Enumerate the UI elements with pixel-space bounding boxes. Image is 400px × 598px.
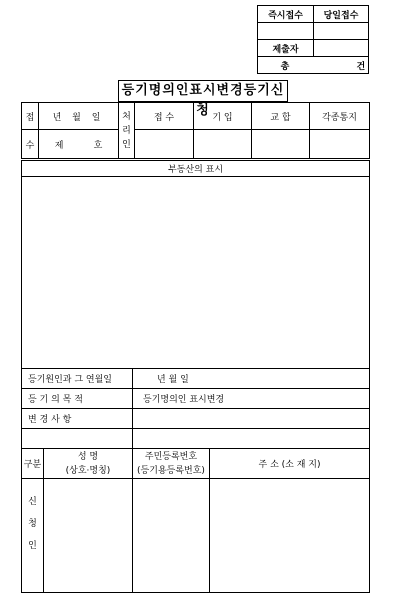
applicant-col-category: 구분	[22, 449, 44, 479]
applicant-id-cell[interactable]	[133, 479, 210, 593]
immediate-receipt-cell[interactable]	[258, 23, 314, 40]
reception-date: 년 월 일	[39, 103, 119, 130]
col-reception: 접 수	[135, 103, 194, 130]
main-form-table	[21, 160, 370, 593]
registration-purpose-label: 등 기 의 목 적	[22, 389, 133, 409]
applicant-col-name	[44, 449, 133, 479]
applicant-char-1: 신	[28, 497, 37, 507]
col-entry: 기 입	[194, 103, 252, 130]
entry-cell[interactable]	[194, 130, 252, 159]
id-header-line2: (등기용등록번호)	[137, 465, 205, 476]
applicant-char-2: 청	[28, 519, 37, 529]
applicant-col-address: 주 소 (소 재 지)	[210, 449, 370, 479]
applicant-address-cell[interactable]	[210, 479, 370, 593]
reception-label-bottom: 수	[22, 130, 39, 159]
reception-number	[39, 130, 119, 159]
id-header-line1: 주민등록번호	[144, 451, 198, 462]
total-count-row	[258, 57, 369, 74]
applicant-row-label	[22, 479, 44, 593]
cause-date-value[interactable]: 년 월 일	[133, 369, 370, 389]
processor-char-3: 인	[122, 139, 131, 150]
processor-label	[119, 103, 135, 159]
applicant-name-cell[interactable]	[44, 479, 133, 593]
total-label: 총	[280, 61, 290, 72]
applicant-char-3: 인	[28, 541, 37, 551]
count-unit-label: 건	[356, 61, 366, 72]
col-notices: 각종통지	[310, 103, 370, 130]
immediate-receipt-label: 즉시접수	[258, 6, 314, 23]
property-description-area[interactable]	[22, 177, 370, 369]
reception-header-table	[21, 102, 370, 159]
change-details-extra-right[interactable]	[133, 429, 370, 449]
reception-cell[interactable]	[135, 130, 194, 159]
registration-purpose-value[interactable]: 등기명의인 표시변경	[133, 389, 370, 409]
same-day-receipt-cell[interactable]	[314, 23, 369, 40]
change-details-value[interactable]	[133, 409, 370, 429]
name-header-line2: (상호·명칭)	[65, 465, 111, 476]
collation-cell[interactable]	[252, 130, 310, 159]
change-details-extra-left[interactable]	[22, 429, 133, 449]
number-prefix: 제	[54, 140, 64, 151]
number-suffix: 호	[93, 140, 103, 151]
name-header-line1: 성 명	[77, 451, 99, 462]
applicant-col-id	[133, 449, 210, 479]
processor-char-2: 리	[122, 125, 131, 136]
property-heading: 부동산의 표시	[22, 161, 370, 177]
reception-label-top: 접	[22, 103, 39, 130]
col-collation: 교 합	[252, 103, 310, 130]
receipt-box	[257, 5, 369, 74]
processor-char-1: 처	[122, 111, 131, 122]
form-title: 등기명의인표시변경등기신청	[118, 80, 288, 102]
submitter-cell[interactable]	[314, 40, 369, 57]
notices-cell[interactable]	[310, 130, 370, 159]
change-details-label: 변 경 사 항	[22, 409, 133, 429]
cause-date-label: 등기원인과 그 연월일	[22, 369, 133, 389]
same-day-receipt-label: 당일접수	[314, 6, 369, 23]
submitter-label: 제출자	[258, 40, 314, 57]
